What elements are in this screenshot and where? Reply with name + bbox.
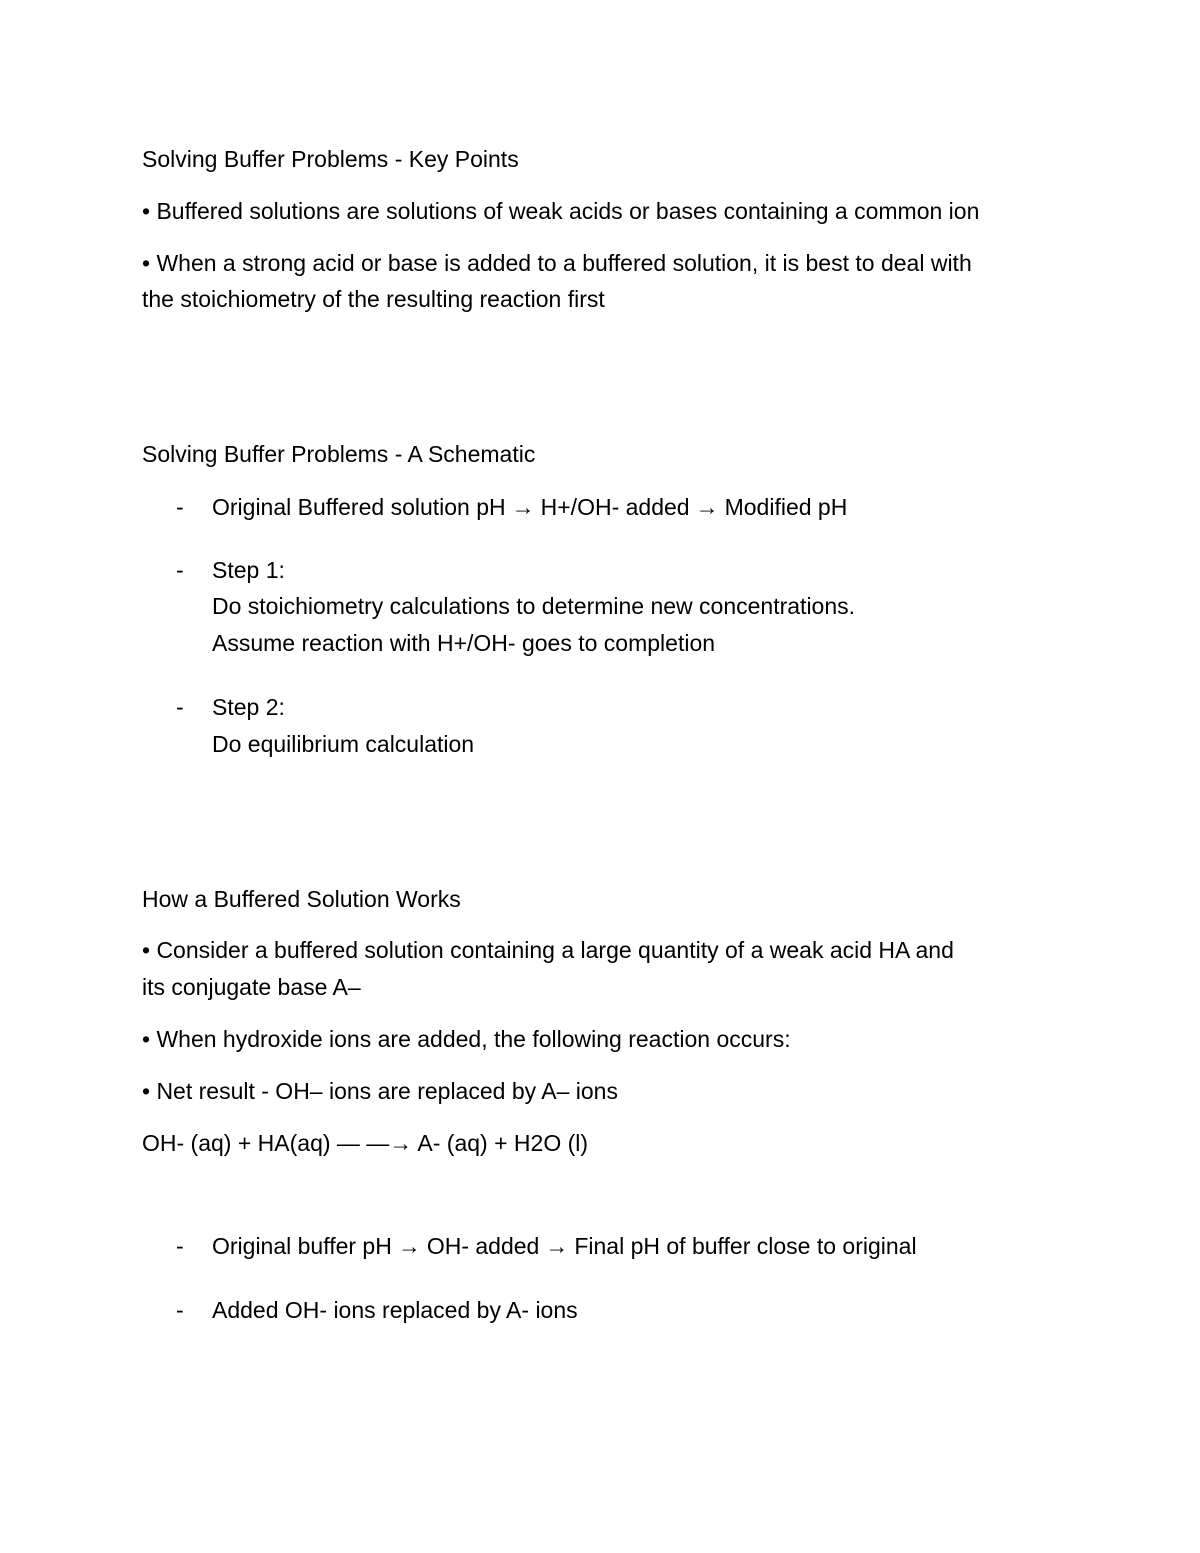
added-oh-replaced: Added OH- ions replaced by A- ions	[212, 1297, 578, 1323]
dash-marker: -	[176, 694, 184, 720]
heading-how-buffer-works: How a Buffered Solution Works	[142, 886, 461, 912]
step2-line1: Do equilibrium calculation	[212, 731, 475, 757]
dash-marker: -	[176, 494, 184, 520]
step1-line1: Do stoichiometry calculations to determine new concentrations.	[212, 593, 856, 619]
reaction-equation: OH- (aq) + HA(aq) — —→ A- (aq) + H2O (l)	[142, 1130, 589, 1156]
flow-part-original: Original Buffered solution pH	[212, 494, 506, 520]
flow-part-oh-added: OH- added	[426, 1233, 540, 1259]
flow-part-final-ph: Final pH of buffer close to original	[574, 1233, 917, 1259]
dash-marker: -	[176, 1233, 184, 1259]
heading-key-points: Solving Buffer Problems - Key Points	[142, 146, 519, 172]
heading-schematic: Solving Buffer Problems - A Schematic	[142, 441, 536, 467]
flow-part-modified: Modified pH	[724, 494, 848, 520]
flow-part-added: H+/OH- added	[540, 494, 690, 520]
arrow-icon: →	[511, 494, 535, 520]
bullet-strong-acid-line1: • When a strong acid or base is added to a buffered solution, it is best to deal with	[142, 250, 972, 276]
bullet-strong-acid-line2: the stoichiometry of the resulting reaction first	[142, 286, 605, 312]
flow-part-original-buffer: Original buffer pH	[212, 1233, 392, 1259]
bullet-consider-line2: its conjugate base A–	[142, 974, 361, 1000]
bullet-consider-line1: • Consider a buffered solution containing a large quantity of a weak acid HA and	[142, 937, 954, 963]
dash-marker: -	[176, 557, 184, 583]
bullet-buffered-solutions: • Buffered solutions are solutions of weak acids or bases containing a common ion	[142, 198, 980, 224]
step2-title: Step 2:	[212, 694, 285, 720]
arrow-icon: →	[545, 1233, 569, 1259]
dash-marker: -	[176, 1297, 184, 1323]
bullet-net-result: • Net result - OH– ions are replaced by A– ions	[142, 1078, 618, 1104]
arrow-icon: →	[695, 494, 719, 520]
step1-line2: Assume reaction with H+/OH- goes to completion	[212, 630, 716, 656]
buffer-flow	[212, 1228, 917, 1264]
arrow-icon: →	[397, 1233, 421, 1259]
bullet-hydroxide-added: • When hydroxide ions are added, the following reaction occurs:	[142, 1026, 791, 1052]
step1-title: Step 1:	[212, 557, 285, 583]
schematic-flow	[212, 489, 847, 525]
